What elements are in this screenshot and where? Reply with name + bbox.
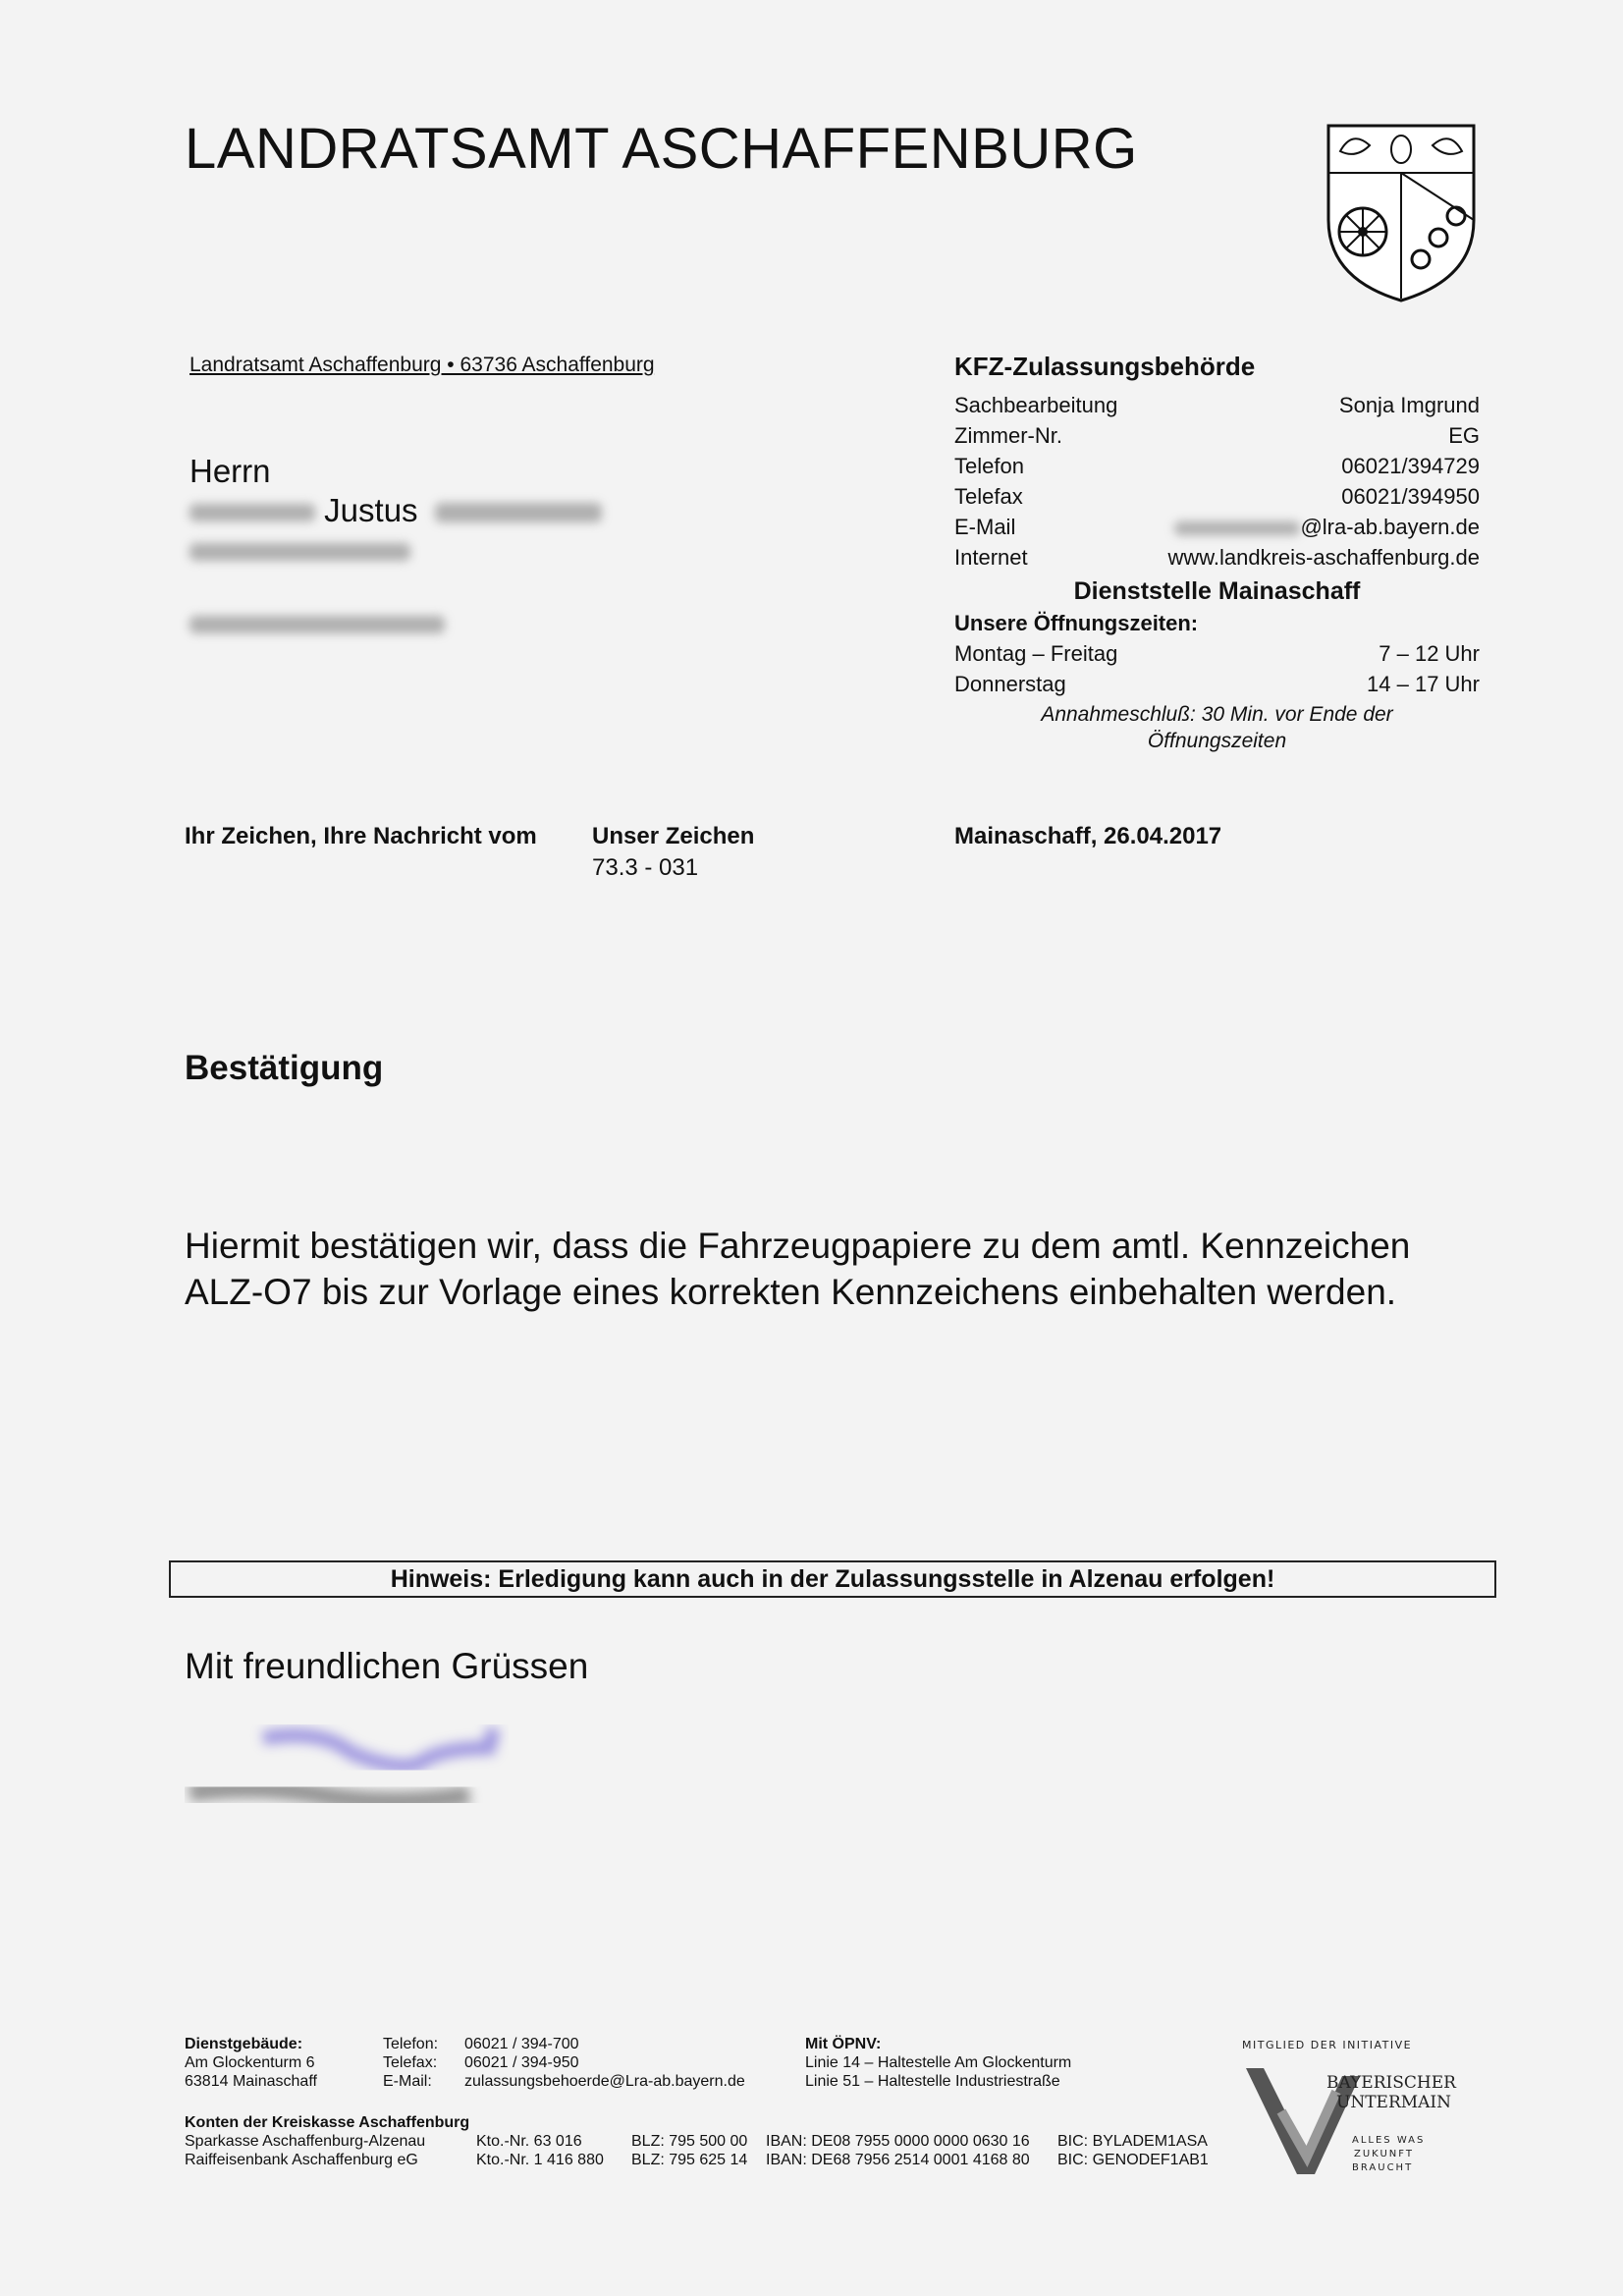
info-row (954, 420, 1480, 451)
footer-bank-bic (1057, 2132, 1209, 2169)
recipient-city-redacted (189, 603, 602, 642)
recipient-street-redacted (189, 530, 602, 570)
note-line: Öffnungszeiten (1147, 730, 1287, 752)
hours-label: Montag – Freitag (954, 641, 1118, 666)
footer-bank-blz (631, 2132, 747, 2169)
footer-bank-names (185, 2132, 425, 2169)
info-label: Telefax (954, 484, 1023, 509)
hours-value: 14 – 17 Uhr (1367, 672, 1480, 696)
place-date: Mainaschaff, 26.04.2017 (954, 823, 1222, 849)
footer-text: 06021 / 394-700 (464, 2036, 579, 2052)
bank-iban: IBAN: DE68 7956 2514 0001 4168 80 (766, 2152, 1030, 2168)
logo-name-line1: BAYERISCHER (1326, 2073, 1456, 2093)
logo-name-line2: UNTERMAIN (1336, 2093, 1452, 2112)
info-row (954, 481, 1480, 512)
office-heading: KFZ-Zulassungsbehörde (954, 352, 1256, 381)
footer-text: Linie 14 – Haltestelle Am Glockenturm (805, 2054, 1072, 2071)
footer-bank-iban (766, 2132, 1030, 2169)
hours-value: 7 – 12 Uhr (1379, 641, 1480, 666)
bank-kto: Kto.-Nr. 1 416 880 (476, 2152, 604, 2168)
our-reference-value: 73.3 - 031 (592, 854, 699, 881)
footer-label: Dienstgebäude: (185, 2036, 303, 2052)
info-value: Sonja Imgrund (1338, 393, 1480, 417)
footer-label: Konten der Kreiskasse Aschaffenburg (185, 2114, 470, 2131)
email-value (1174, 512, 1480, 542)
bayerischer-untermain-logo (1242, 2037, 1468, 2194)
bank-blz: BLZ: 795 500 00 (631, 2133, 748, 2150)
footer-text: Linie 51 – Haltestelle Industriestraße (805, 2073, 1060, 2090)
footer-building (185, 2035, 317, 2091)
footer-label: Telefax: (383, 2054, 438, 2071)
info-label: E-Mail (954, 515, 1016, 539)
info-label: Zimmer-Nr. (954, 423, 1062, 448)
your-reference-label: Ihr Zeichen, Ihre Nachricht vom (185, 823, 537, 849)
footer-contact-values (464, 2035, 745, 2091)
hours-row (954, 669, 1480, 699)
info-label: Internet (954, 545, 1028, 570)
bank-bic: BIC: GENODEF1AB1 (1057, 2152, 1209, 2168)
info-label: Telefon (954, 454, 1024, 478)
bank-name: Raiffeisenbank Aschaffenburg eG (185, 2152, 418, 2168)
bank-name: Sparkasse Aschaffenburg-Alzenau (185, 2133, 426, 2150)
hint-box: Hinweis: Erledigung kann auch in der Zulassungsstelle in Alzenau erfolgen! (169, 1560, 1496, 1598)
footer-text: Am Glockenturm 6 (185, 2054, 315, 2071)
logo-slogan-line3: BRAUCHT (1352, 2162, 1414, 2173)
footer-text: 63814 Mainaschaff (185, 2073, 317, 2090)
redacted-text (189, 543, 410, 561)
logo-top-text: MITGLIED DER INITIATIVE (1242, 2039, 1413, 2051)
office-info-block (954, 352, 1480, 754)
footer-text: 06021 / 394-950 (464, 2054, 579, 2071)
bank-iban: IBAN: DE08 7955 0000 0000 0630 16 (766, 2133, 1030, 2150)
letter-subject: Bestätigung (185, 1049, 384, 1087)
recipient-name-line (189, 491, 602, 530)
recipient-salutation: Herrn (189, 453, 271, 489)
footer-accounts-heading (185, 2113, 469, 2132)
letter-body (185, 1223, 1500, 1315)
info-label: Sachbearbeitung (954, 393, 1118, 417)
footer-label: Mit ÖPNV: (805, 2036, 882, 2052)
coat-of-arms-icon (1319, 122, 1484, 304)
hours-row (954, 638, 1480, 669)
info-value: 06021/394950 (1341, 484, 1480, 509)
redacted-text (189, 504, 315, 521)
letterhead-title: LANDRATSAMT ASCHAFFENBURG (185, 117, 1138, 181)
footer-label: E-Mail: (383, 2073, 432, 2090)
hours-label: Donnerstag (954, 672, 1066, 696)
info-row (954, 451, 1480, 481)
redacted-signature (185, 1719, 509, 1827)
footer-bank-kto (476, 2132, 604, 2169)
info-value: @lra-ab.bayern.de (1300, 515, 1480, 539)
info-row (954, 512, 1480, 542)
branch-name: Dienststelle Mainaschaff (1073, 577, 1361, 605)
footer-label: Telefon: (383, 2036, 439, 2052)
redacted-text (435, 503, 602, 522)
footer-transit (805, 2035, 1071, 2091)
info-row (954, 542, 1480, 573)
redacted-text (1174, 521, 1300, 535)
footer-email: zulassungsbehoerde@Lra-ab.bayern.de (464, 2073, 745, 2090)
acceptance-note (954, 701, 1480, 754)
bank-blz: BLZ: 795 625 14 (631, 2152, 748, 2168)
bank-bic: BIC: BYLADEM1ASA (1057, 2133, 1208, 2150)
our-reference-label: Unser Zeichen (592, 823, 755, 849)
hours-heading: Unsere Öffnungszeiten: (954, 611, 1199, 635)
logo-slogan-line2: ZUKUNFT (1354, 2149, 1414, 2159)
body-line: Hiermit bestätigen wir, dass die Fahrzeugpapiere zu dem amtl. Kennzeichen (185, 1226, 1411, 1266)
closing-greeting: Mit freundlichen Grüssen (185, 1646, 589, 1686)
footer-contact-labels (383, 2035, 438, 2091)
note-line: Annahmeschluß: 30 Min. vor Ende der (1041, 703, 1393, 726)
info-value: EG (1448, 423, 1480, 448)
body-line: ALZ-O7 bis zur Vorlage eines korrekten Kennzeichens einbehalten werden. (185, 1272, 1397, 1312)
bank-kto: Kto.-Nr. 63 016 (476, 2133, 582, 2150)
recipient-first-name: Justus (324, 492, 418, 528)
info-value: www.landkreis-aschaffenburg.de (1167, 545, 1480, 570)
info-row (954, 390, 1480, 420)
sender-return-address: Landratsamt Aschaffenburg • 63736 Aschaffenburg (189, 354, 655, 376)
info-value: 06021/394729 (1341, 454, 1480, 478)
recipient-address (189, 452, 602, 642)
redacted-text (189, 616, 445, 633)
logo-slogan-line1: ALLES WAS (1352, 2135, 1426, 2146)
